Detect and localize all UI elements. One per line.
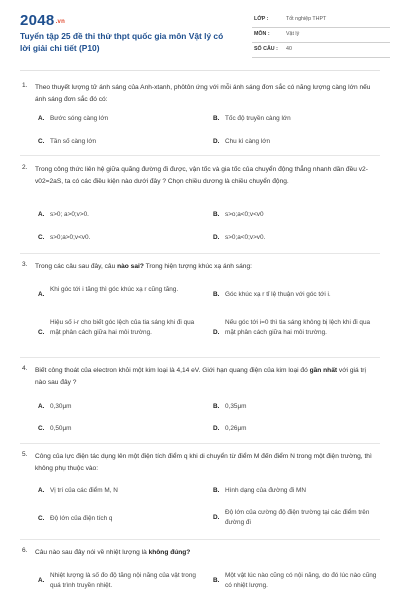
question-divider bbox=[20, 357, 380, 358]
question-text: Biết công thoát của electron khỏi một kim loại là 4,14 eV. Giới hạn quang điện của kim loại đó gần nhất với giá trị nào sau đây ? bbox=[35, 367, 366, 386]
document-header bbox=[0, 0, 400, 70]
site-logo[interactable]: 2048.vn bbox=[20, 12, 66, 29]
meta-row-count bbox=[252, 43, 390, 58]
question-divider bbox=[20, 155, 380, 156]
question-divider bbox=[20, 253, 380, 254]
meta-value: 40 bbox=[286, 46, 292, 52]
question-number: 2. bbox=[22, 164, 28, 171]
question-number: 1. bbox=[22, 82, 28, 89]
header-divider bbox=[20, 70, 380, 71]
meta-key: MÔN : bbox=[254, 31, 270, 37]
meta-value: Tốt nghiệp THPT bbox=[286, 16, 327, 22]
question-text: Trong công thức liên hệ giữa quãng đường đi được, vận tốc và gia tốc của chuyển động thẳng nhanh dần đều v2-v02=2aS, ta có các điều kiện nào dưới đây ? Chọn chiều dương là chiều chuyển động. bbox=[35, 166, 368, 185]
meta-row-subject bbox=[252, 28, 390, 43]
question-text: Trong các câu sau đây, câu nào sai? Trong hiện tượng khúc xạ ánh sáng: bbox=[35, 263, 252, 270]
meta-row-grade bbox=[252, 13, 390, 28]
question-number: 3. bbox=[22, 261, 28, 268]
document-title: Tuyển tập 25 đề thi thử thpt quốc gia môn Vật lý có lời giải chi tiết (P10) bbox=[20, 31, 224, 53]
question-number: 4. bbox=[22, 365, 28, 372]
question-text: Theo thuyết lượng tử ánh sáng của Anh-xtanh, phôtôn ứng với mỗi ánh sáng đơn sắc có năng lượng càng lớn nếu ánh sáng đơn sắc đó có: bbox=[35, 84, 371, 103]
question-text: Công của lực điện tác dụng lên một điện tích điểm q khi di chuyển từ điểm M đến điểm N trong một điện trường, thì không phụ thuộc vào: bbox=[35, 453, 372, 472]
question-number: 5. bbox=[22, 451, 28, 458]
question-text: Câu nào sau đây nói về nhiệt lượng là không đúng? bbox=[35, 549, 191, 556]
question-divider bbox=[20, 539, 380, 540]
meta-key: SỐ CÂU : bbox=[254, 46, 278, 52]
meta-value: Vật lý bbox=[286, 31, 300, 37]
meta-key: LỚP : bbox=[254, 16, 269, 22]
question-number: 6. bbox=[22, 547, 28, 554]
document-meta bbox=[252, 13, 390, 58]
question-divider bbox=[20, 443, 380, 444]
